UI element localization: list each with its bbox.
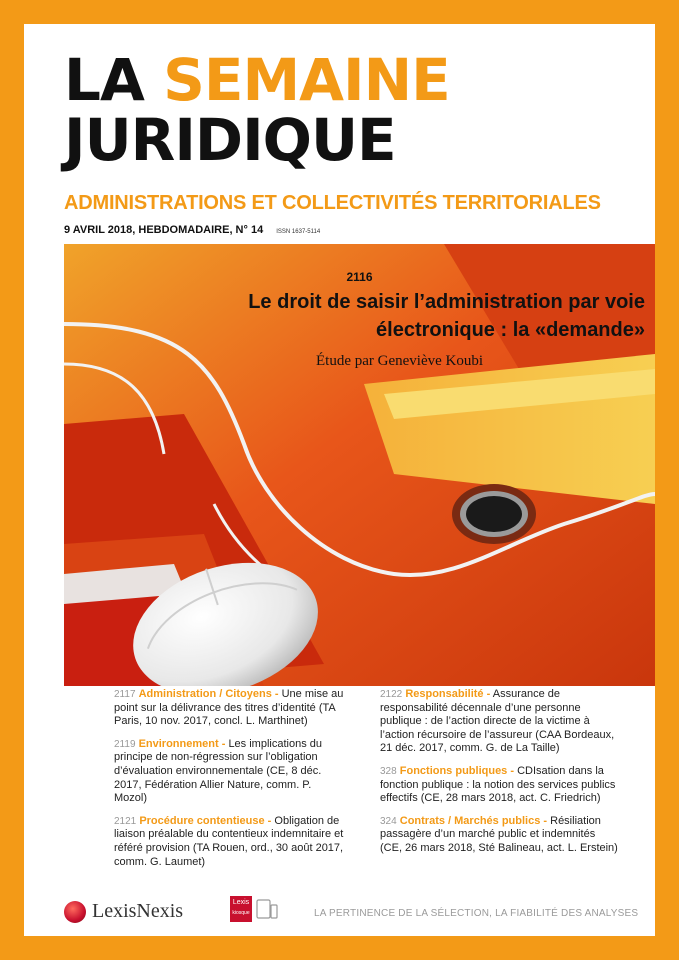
lexisnexis-globe-icon [64,901,86,923]
issue-line: 9 AVRIL 2018, HEBDOMADAIRE, N° 14 [64,224,264,236]
contents-item [114,738,344,806]
item-heading: Contrats / Marchés publics - [399,814,548,827]
cover-story-title-line1: Le droit de saisir l’administration par voie [248,291,645,313]
item-text: Les implications du principe de non-régression sur l’obligation d’évaluation environnementale (CE, 8 déc. 2017, Fédération Allier Nature, comm. P. Mozol) [114,737,322,805]
kiosque-sub: kiosque [232,910,250,916]
cover-story-byline: Étude par Geneviève Koubi [315,353,484,369]
item-text: Résiliation passagère d’un marché public et indemnités (CE, 26 mars 2018, Sté Balineau, act. L. Erstein) [380,814,618,854]
cover-story-number: 2116 [346,270,373,284]
item-text: CDIsation dans la fonction publique : la notion des services publics effectifs (CE, 28 mars 2018, act. C. Friedrich) [380,764,616,805]
masthead [64,46,450,174]
issn: ISSN 1637-5114 [276,229,321,235]
item-text: Assurance de responsabilité décennale d’une personne publique : de l’action directe de la victime à l’action récursoire de l’assureur (CAA Bordeaux, 21 déc. 2017, comm. G. de La Taille) [380,688,615,755]
contents-item [114,688,344,729]
item-number: 2117 [114,689,136,700]
item-text: Obligation de liaison préalable du contentieux indemnitaire et référé provision (TA Rouen, ord., 30 août 2017, comm. G. Laumet) [114,814,344,868]
contents-item [114,815,344,869]
item-heading: Fonctions publiques - [399,764,515,777]
item-number: 324 [380,815,397,827]
contents-item [380,688,620,756]
contents-left-column [114,688,344,878]
item-number: 2122 [380,689,403,700]
masthead-la: LA [64,46,144,114]
lexis-kiosque-badge [230,896,252,922]
cover-page [24,24,655,936]
kiosque-label: Lexis [232,899,250,906]
cover-footer [24,886,655,936]
item-heading: Procédure contentieuse - [139,814,272,827]
issue-info [64,224,320,236]
brand-name: LexisNexis [92,900,184,922]
lexisnexis-logo [64,900,183,923]
item-heading: Environnement - [138,737,226,750]
item-heading: Responsabilité - [405,688,491,700]
item-number: 2119 [114,738,136,750]
cover-illustration [64,244,655,686]
item-text: Une mise au point sur la délivrance des titres d’identité (TA Paris, 10 nov. 2017, concl. L. Marthinet) [114,688,344,728]
contents-item [380,815,620,856]
contents-item [380,765,620,806]
item-number: 328 [380,765,397,777]
tablet-phone-icon [256,898,278,920]
contents-right-column [380,688,620,865]
item-number: 2121 [114,815,137,827]
cover-story-title [84,288,645,344]
journal-subtitle: ADMINISTRATIONS ET COLLECTIVITÉS TERRITORIALES [64,192,601,214]
masthead-semaine: SEMAINE [163,46,450,114]
tagline: LA PERTINENCE DE LA SÉLECTION, LA FIABILITÉ DES ANALYSES [314,908,639,919]
item-heading: Administration / Citoyens - [138,688,279,700]
cover-story-title-line2: électronique : la «demande» [376,319,645,341]
masthead-juridique: JURIDIQUE [64,106,396,174]
